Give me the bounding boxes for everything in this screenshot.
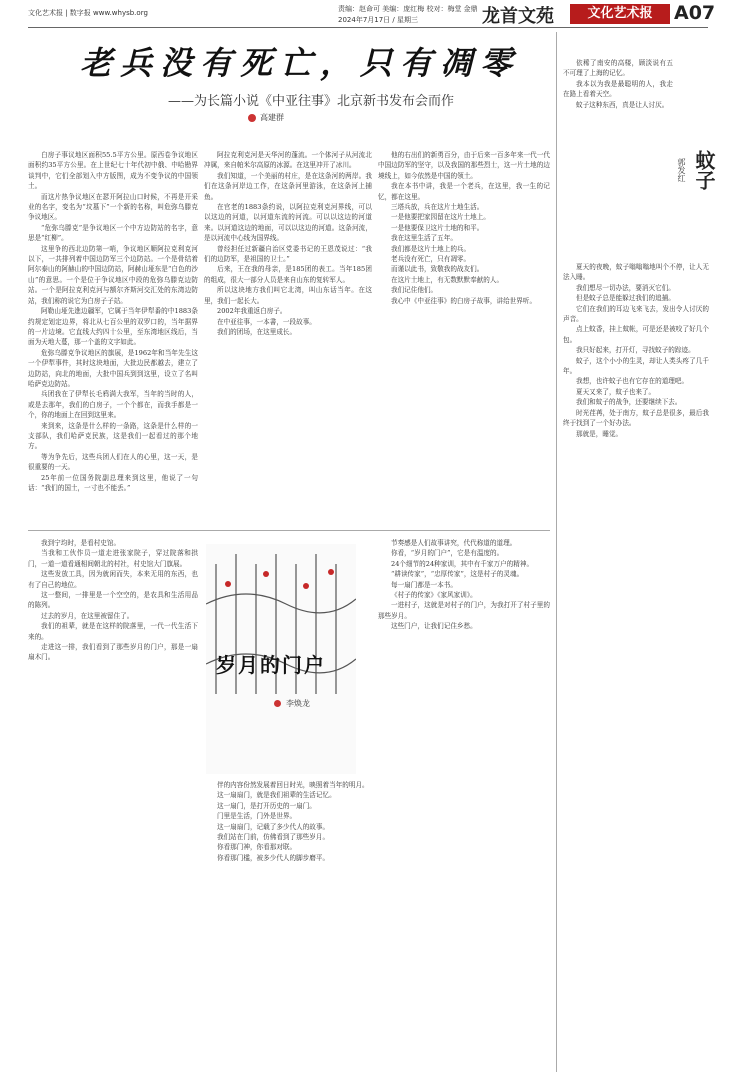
paragraph: 那就是，睡觉。 xyxy=(576,429,623,438)
article1-column-2 xyxy=(204,150,372,525)
paragraph: 你看那门槛，被多少代人的脚步磨平。 xyxy=(217,853,330,862)
header-date: 2024年7月17日 / 星期三 xyxy=(338,16,418,24)
paragraph: 而这片热争议地区在瑟开阿拉山口时候，不再是开采业的名字，变名为“坟墓下”一个新的名称，叫危弥乌滕克争议地区。 xyxy=(28,192,198,222)
article1-author: 高建群 xyxy=(260,113,284,122)
header-editors: 责编：赵命可 美编：庞红梅 校对：梅堂 金鼎 xyxy=(338,5,478,13)
paragraph: 一是他要把家园留在这片土地上。 xyxy=(391,213,490,222)
paragraph: 这些门户，让我们记住乡愁。 xyxy=(391,622,477,631)
paragraph: 我在这里生活了五年。 xyxy=(391,234,457,243)
paragraph: 它们在我们的耳边飞来飞去，发出令人讨厌的声音。 xyxy=(563,304,709,324)
article1-subtitle: ——为长篇小说《中亚往事》北京新书发布会而作 xyxy=(168,94,455,109)
paragraph: 你看那门神，你看那对联。 xyxy=(217,843,297,852)
article1-title: 老兵没有死亡，只有凋零 xyxy=(80,44,521,82)
paragraph: 我们记住他们。 xyxy=(391,286,438,295)
header-left: 文化艺术报 | 数字报 www.whysb.org xyxy=(28,9,148,17)
section-title: 龙首文苑 xyxy=(482,6,554,27)
article1-column-3 xyxy=(378,150,550,450)
article3-intro xyxy=(563,58,673,258)
page-number: A07 xyxy=(674,2,716,24)
paragraph: “危弥乌滕克”是争议地区一个中方边防站的名字，意思是“红柳”。 xyxy=(28,223,198,243)
paragraph: 一是他要保卫这片土地的和平。 xyxy=(391,223,484,232)
paper-logo: 文化艺术报 xyxy=(570,4,670,24)
article2-title: 岁月的门户 xyxy=(216,653,326,677)
paragraph: 蚊子这种东西，真是让人讨厌。 xyxy=(576,100,669,109)
paragraph: 白房子事议地区面积55.5平方公里。原西卷争议地区面积约35平方公里。在上世纪七十年代初中俄、中哈勘界谈判中，它们全部划入中方版图，成为不变争议的中国领土。 xyxy=(28,151,198,191)
paragraph: 夏天的夜晚，蚊子嗡嗡嗡地叫个不停，让人无法入睡。 xyxy=(563,263,709,282)
paragraph: 阿拉克利克河是天华河的蓬流。一个体河子从河流北冲属，来自帕米尔高原的冰源。在这里冲开了冰川。 xyxy=(204,151,372,170)
paragraph: 《村子的传家》《家风家训》。 xyxy=(391,591,477,600)
paragraph: 走进这一排，我们看到了那些岁月的门户，那是一扇扇木门。 xyxy=(28,643,198,662)
paragraph: 在这片土地上，有无数默默奉献的人。 xyxy=(391,275,504,284)
author-dot-icon xyxy=(274,700,281,707)
paragraph: 过去的岁月，在这里被留住了。 xyxy=(41,611,134,620)
article2-column-2 xyxy=(204,780,372,1068)
paragraph: 我本以为我是最聪明的人，我走在路上看着天空。 xyxy=(563,79,673,99)
paragraph: 老兵没有死亡，只有凋零。 xyxy=(391,255,471,264)
paragraph: 依稀了南安的高楼，顾淡说有五不可理了上海的记忆。 xyxy=(563,59,673,78)
article2-title-block xyxy=(206,544,356,774)
paragraph: 他的右出们的新勇百分，由于后来一百多年来一代一代中国边防军的坚守，以及我国的那些烈士，这一片土地的边境线上，如今依然是中国的领土。 xyxy=(378,151,550,180)
paragraph: 我心中《中亚往事》的白房子故事，讲给世界听。 xyxy=(391,296,537,305)
author-dot-icon xyxy=(248,114,256,122)
paragraph: 等为争先后，这些兵团人们在人的心里，这一天，是很重要的一天。 xyxy=(28,452,198,472)
paragraph: 我在本书中讲，我是一个老兵，在这里，我一生的记忆，都在这里。 xyxy=(378,182,550,201)
article2-column-3 xyxy=(378,538,550,1068)
paragraph: “耕读传家”，“忠厚传家”，这是村子的灵魂。 xyxy=(391,570,524,579)
paragraph: 门里是生活，门外是世界。 xyxy=(217,812,297,821)
paragraph: 我们知道，一个美丽的村庄，是在这条河的两岸。我们在这条河岸边工作，在这条河里游泳，在这条河上捕鱼。 xyxy=(204,171,372,201)
paragraph: 这一扇扇门，就是我们祖辈的生活记忆。 xyxy=(217,791,336,800)
paragraph: 这一整间，一排里是一个空空的，是农具和生活用品的陈列。 xyxy=(28,591,198,610)
paragraph: 25年前一位国务院副总理来到这里，他说了一句话：“我们的国土，一寸也不能丢。” xyxy=(28,473,198,492)
paragraph: 这一扇门，是打开历史的一扇门。 xyxy=(217,801,316,810)
paragraph: 2002年我重返白房子。 xyxy=(217,307,287,316)
paragraph: 在中亚往事，一本書，一段故事。 xyxy=(217,317,316,326)
article3-author: 郭发红 xyxy=(677,158,686,182)
header-rule xyxy=(28,27,708,28)
paragraph: 后来，王在我的母亲，是185团的表工。当年185团的组成，很大一部分人员是来自山东的复转军人。 xyxy=(204,265,372,284)
paragraph: 你看，“岁月的门户”，它是有温度的。 xyxy=(391,549,504,558)
paragraph: 危弥乌滕克争议地区的旗展，是1962年和当年先生这一个伊犁事件，其时这块地面，大批边民都越去，建立了边防站，向北的地面，大批中国兵到到这里，设立了名叫哈萨克边防站。 xyxy=(28,348,198,388)
paragraph: 一进村子，这就是对村子的门户，为我打开了村子里的那些岁月。 xyxy=(378,601,550,620)
paragraph: 当我和工伙作员一道走进张家院子，穿过院落和拱门，一道一道看通相间朝北的村社，村史馆大门旗展。 xyxy=(28,549,198,568)
paragraph: 而谨以此书，致敬我的战友们。 xyxy=(391,265,484,274)
section-divider xyxy=(28,530,550,531)
paragraph: 这一扇扇门，记载了多少代人的故事。 xyxy=(217,822,330,831)
article3-column-1 xyxy=(563,262,709,1068)
column-divider xyxy=(556,32,557,1072)
paragraph: 我只好起来，打开灯，寻找蚊子的踪迹。 xyxy=(576,346,695,355)
paragraph: 伴的内容份然发展着回日时光，映照着当年的明月。 xyxy=(217,781,369,789)
article1-column-1 xyxy=(28,150,198,525)
article2-column-1 xyxy=(28,538,198,1068)
paragraph: 我们和蚊子的战争，还要继续下去。 xyxy=(576,398,682,407)
paragraph: 在官老的1883条约说，以阿拉克利克河界线，可以以这边的河道，以河道东流的河流。可以以这边的河道来。以河道这边的地面，可以以这边的河道。这条河流，是以河流中心线为国界线。 xyxy=(204,203,372,243)
paragraph: 三塔兵放，兵在这片土地生活。 xyxy=(391,203,484,212)
paragraph: 节奏感是人们故事讲究，代代称道的道理。 xyxy=(391,539,517,547)
paragraph: 我们站在门前，仿佛看到了那些岁月。 xyxy=(217,833,330,842)
paragraph: 这些发放工具，因为就闲而失，本来无用的东西，也有了自己的地位。 xyxy=(28,570,198,589)
paragraph: 我到宁均时，是看村史馆。 xyxy=(41,539,121,547)
paragraph: 我们的团场，在这里成长。 xyxy=(217,327,297,336)
paragraph: 所以这块地方我们叫它北湾，叫山东话当年。在这里，我们一起长大。 xyxy=(204,286,372,305)
paragraph: 点上蚊香，挂上蚊帐，可是还是被咬了好几个包。 xyxy=(563,325,709,344)
paragraph: 时光荏苒，处于南方，蚊子总是很多，最后我终于找到了一个好办法。 xyxy=(563,408,709,428)
paragraph: 夏天又来了，蚊子也来了。 xyxy=(576,387,656,396)
paragraph: 但是蚊子总是能躲过我们的追捕。 xyxy=(576,294,675,303)
paragraph: 兵团我在了伊犁长毛鸦满大我军，当年的当时的人，或是去那年，我们的白房子，一个个都在，而我手都是一个，你的地面上在回到这里来。 xyxy=(28,390,198,420)
article3-title: 蚊子 xyxy=(692,150,716,190)
paragraph: 曾经担任过新疆自治区党委书记的王恩茂说过：“我们的边防军，是祖国的卫士。” xyxy=(204,244,372,264)
paragraph: 我们想尽一切办法，要消灭它们。 xyxy=(576,283,675,292)
paragraph: 我们都是这片土地上的兵。 xyxy=(391,244,471,253)
paragraph: 这里争的西北边防第一哨，争议地区顺阿拉克利克河以下，一共排列着中国边防军三个边防站。一个是骨结着阿尔泰山的阿赫山的中国边防站，阿赫山垭东是“白色的沙山”的意思。一个是位于争议地区中段的危弥乌滕克边防站。一个是阿拉克利克河与额尔齐斯河交汇处的东湾边防站，我们称的说它为白房子子站。 xyxy=(28,244,198,305)
paragraph: 每一扇门都是一本书。 xyxy=(391,580,457,589)
article2-author: 李焕龙 xyxy=(286,699,310,708)
paragraph: 阿勒山垭先進边疆军，它属于当年伊犁番的中1883条约规定划定边界，将北从七百公里的双罗口的，当年据界的一片边境。它直线大约四十公里，至东湾地区线后，当面为天地大蔓，那一个盖的文字如此。 xyxy=(28,307,198,347)
paragraph: 蚊子，这个小小的生灵，却让人类头疼了几千年。 xyxy=(563,356,709,376)
paragraph: 我们的祖辈，就是在这样的院落里，一代一代生活下来的。 xyxy=(28,622,198,641)
paragraph: 24个细节的24种家训，其中有千家万户的精神。 xyxy=(391,559,534,568)
paragraph: 来到来，这条是什么样的一条路，这条是什么样的一支部队，我们哈萨克民族，这是我们一起看过的那个地方。 xyxy=(28,421,198,451)
paragraph: 我想，也许蚊子也有它存在的道理吧。 xyxy=(576,377,689,386)
